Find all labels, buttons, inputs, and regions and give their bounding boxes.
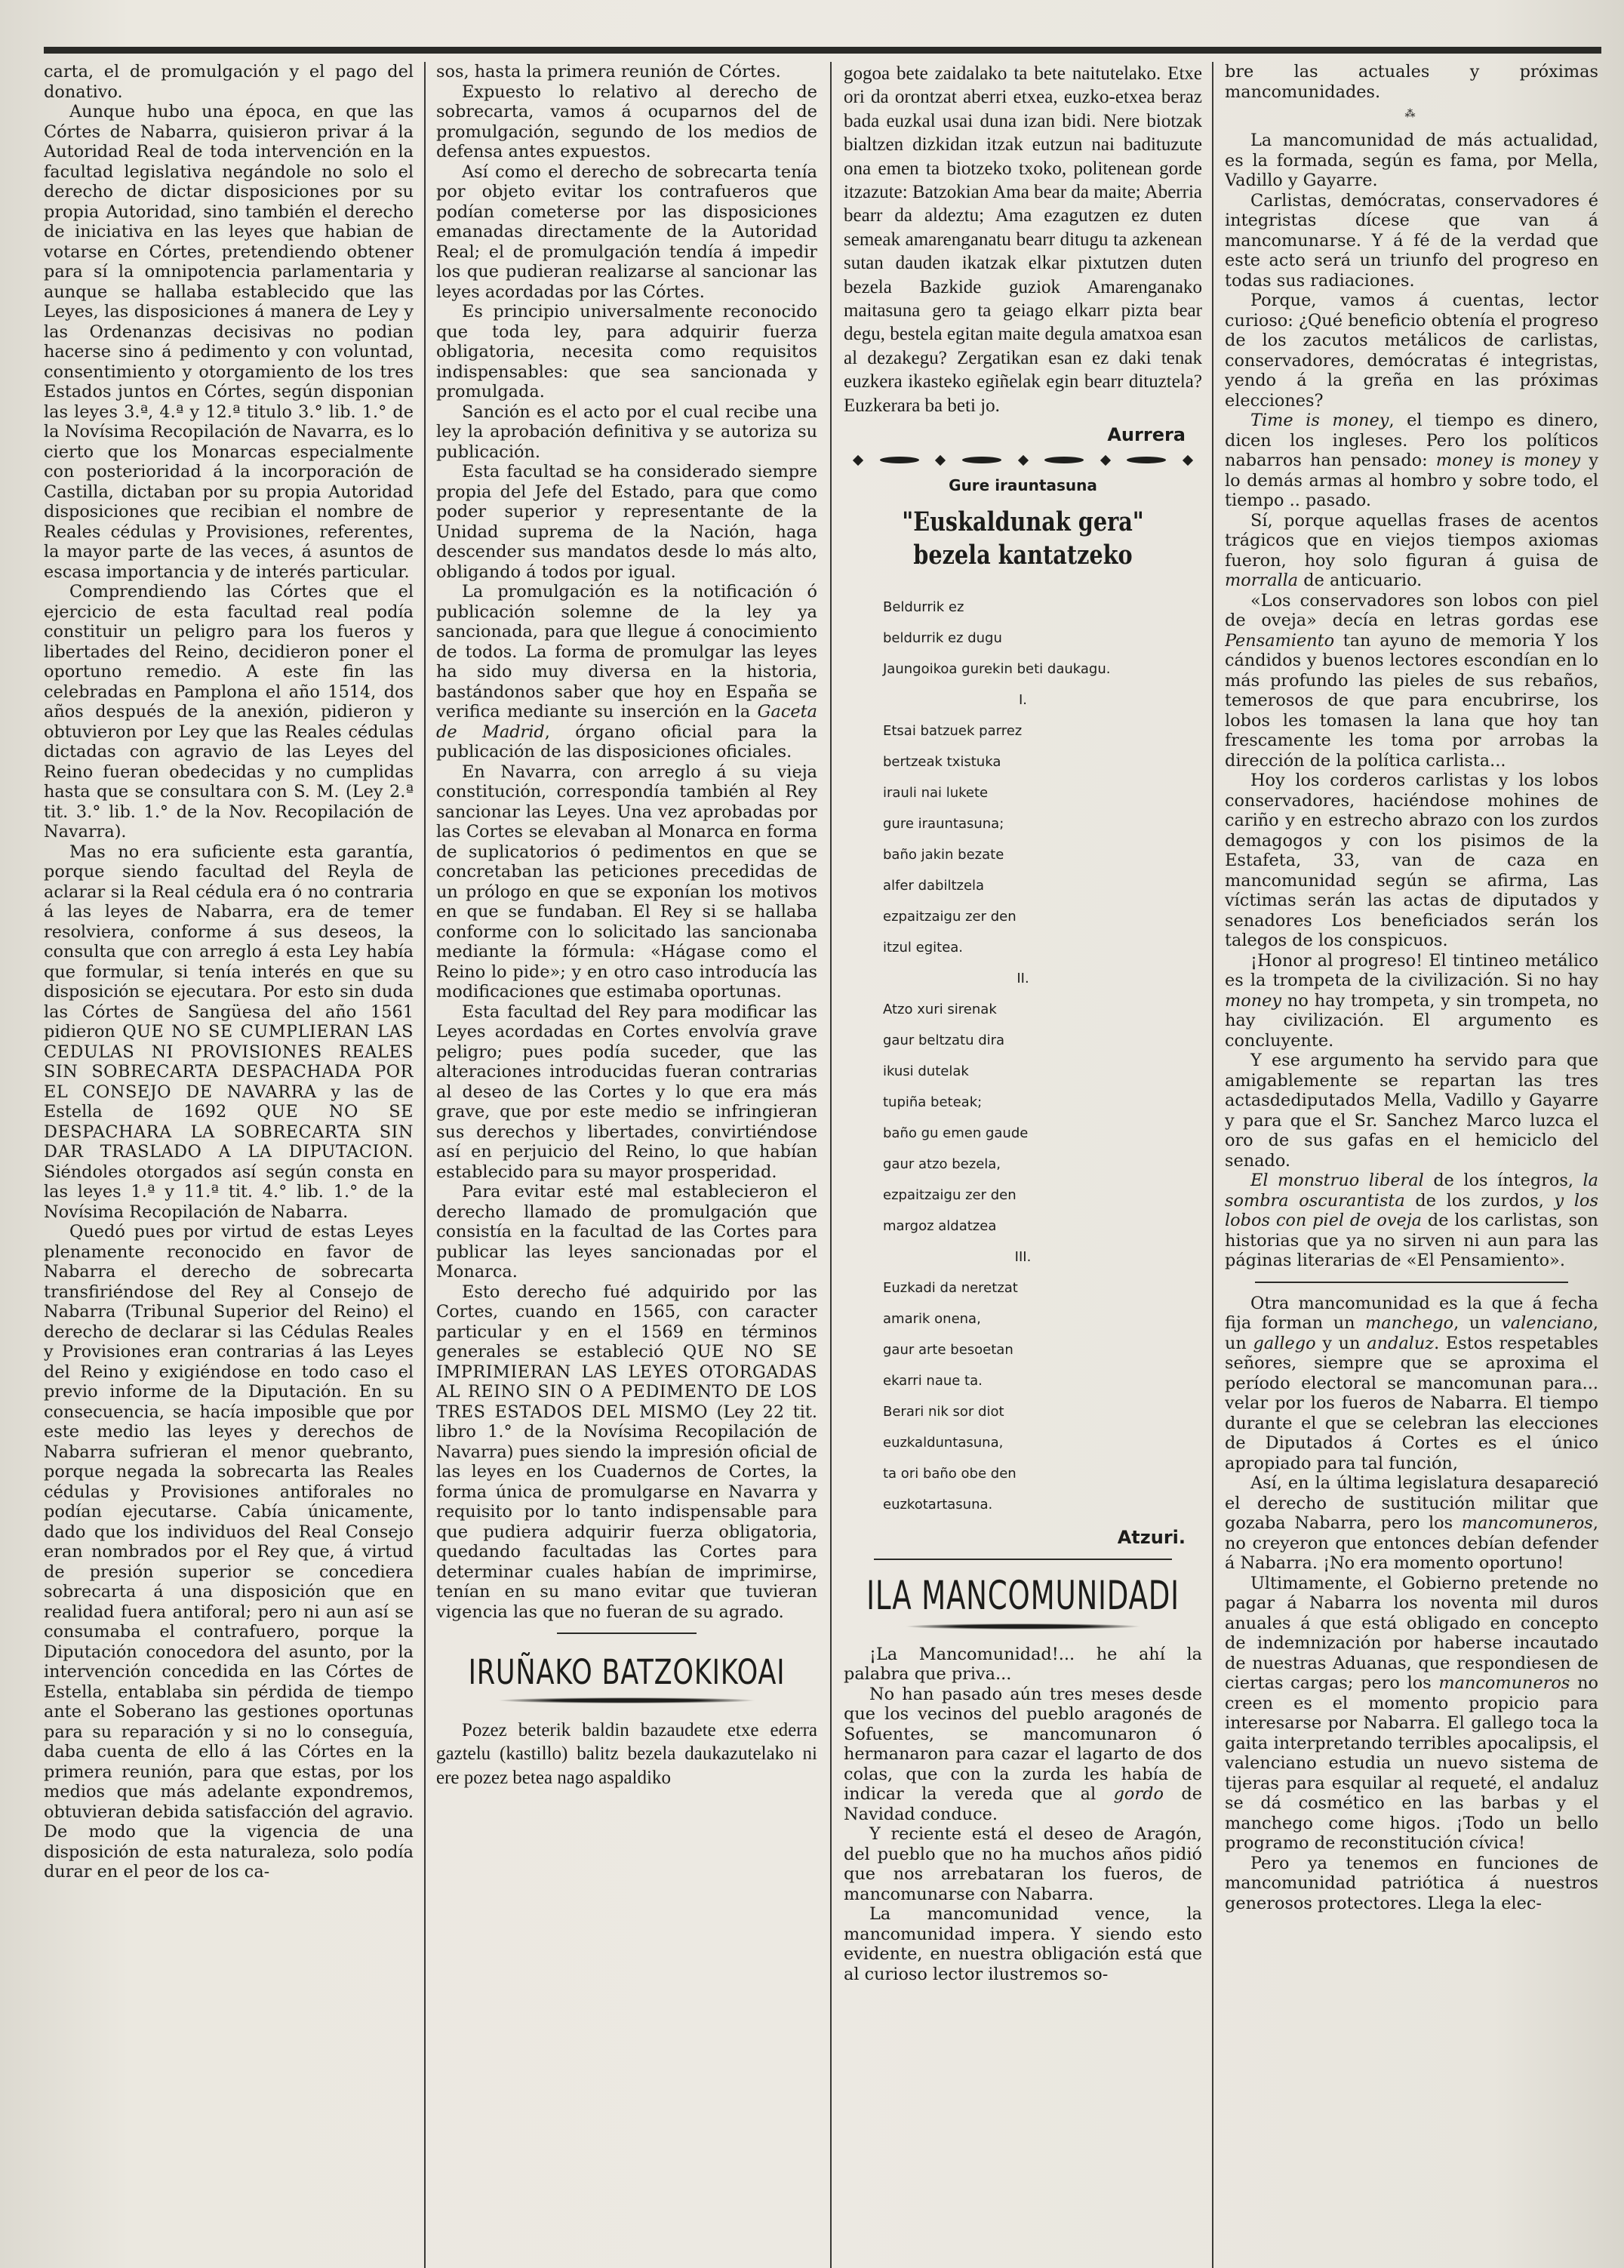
paragraph [1225, 1294, 1598, 1474]
paragraph: Expuesto lo relativo al derecho de sobrecarta, vamos á ocuparnos del de promulgación, segundo de los medios de defensa antes expuestos. [436, 82, 817, 162]
poem-line: Etsai batzuek parrez [883, 723, 1023, 740]
poem-line: Berari nik sor diot [883, 1404, 1004, 1420]
diamond-ornament-icon [1100, 455, 1111, 466]
text-run: No han pasado aún tres meses desde que los vecinos del pueblo aragonés de Sofuentes, se mancomunaron ó hermanaron para cazar el lagarto de dos colas, que con la zurda les había de indicar la vereda que al [844, 1684, 1202, 1805]
text-run: de los íntegros, [1433, 1171, 1573, 1190]
italic-run: mancomuneros [1461, 1513, 1593, 1533]
paragraph [1225, 411, 1598, 511]
italic-run: money is money [1435, 451, 1581, 470]
text-run: Ultimamente, el Gobierno pretende no pagar á Nabarra los noventa mil duros anuales á que está obligado en concepto de indemnización por haberse incautado de nuestras Aduanas, que respondiesen de ciertas cargas; pero los [1225, 1573, 1598, 1693]
italic-run: manchego [1365, 1313, 1454, 1333]
paragraph: Quedó pues por virtud de estas Leyes plenamente reconocido en favor de Nabarra el derecho de sobrecarta transfiriéndose del Rey al Consejo de Nabarra (Tribunal Superior del Reino) el derecho de declarar si las Cédulas Reales y Provisiones eran contrarias á las Leyes del Reino y exigiéndose en todo caso el previo informe de la Diputación. En su consecuencia, se hacía imposible que por este medio las leyes y derechos de Nabarra sufrieran el menor quebranto, porque negada la sobrecarta las Reales cédulas y Provisiones antiforales no podían ejecutarse. Cabía únicamente, dado que los individuos del Real Consejo eran nombrados por el Rey que, á virtud de presión superior se concediera sobrecarta á una disposición que en realidad fuera antiforal; pero ni aun así se consumaba el contrafuero, porque la Diputación conocedora del asunto, por la intervención concedida en las Córtes de Estella, entablaba sin pérdida de tiempo ante el Soberano las gestiones oportunas para su reparación y si no lo conseguía, daba cuenta de ello á las Córtes en la primera reunión, para que estas, por los medios que más adelante expondremos, obtuvieran debida satisfacción del agravio. De modo que la vigencia de una disposición de esta naturaleza, solo podía durar en el peor de los ca- [44, 1222, 414, 1882]
top-rule [44, 47, 1601, 54]
dash-ornament [962, 457, 1001, 463]
poem-line: gaur atzo bezela, [883, 1156, 1001, 1173]
poem-line: itzul egitea. [883, 940, 964, 956]
paragraph: Pozez beterik baldin bazaudete etxe ederra gaztelu (kastillo) balitz bezela daukazutelako ni ere pozez betea nago aspaldiko [436, 1720, 817, 1788]
paragraph: Carlistas, demócratas, conservadores é integristas dícese que van á mancomunarse. Y á fé de la verdad que este acto será un triunfo del progreso en todas sus radiaciones. [1225, 190, 1598, 291]
paragraph [844, 1685, 1202, 1825]
diamond-ornament-icon [1183, 455, 1193, 466]
poem-line: margoz aldatzea [883, 1218, 997, 1235]
italic-run: Gaceta de Madrid [436, 702, 817, 742]
paragraph: Esta facultad del Rey para modificar las Leyes acordadas en Cortes envolvía grave peligro; pues podía suceder, que las alteraciones introducidas fueran contrarias al deseo de las Cortes y lo que era más grave, que por este medio se infringieran sus derechos y libertades, convirtiéndose así en perjuicio del Reino, lo que habían establecido para su mayor prosperidad. [436, 1002, 817, 1182]
text-run: . Estos respetables señores, siempre que se aproxima el período electoral se mancomunan para... velar por los fueros de Nabarra. El tiempo durante el que se celebran las elecciones de Diputados á Cortes es el único apropiado para tal función, [1225, 1333, 1598, 1473]
italic-run: morralla [1225, 571, 1299, 590]
column-2 [436, 62, 817, 2268]
divider [1255, 1282, 1568, 1283]
text-run: Otra mancomunidad es la que á fecha fija forman un [1225, 1293, 1598, 1333]
poem-line: ikusi dutelak [883, 1063, 969, 1080]
paragraph [1225, 1574, 1598, 1854]
dash-ornament [1044, 457, 1084, 463]
paragraph [436, 1282, 817, 1623]
caps-run: QUE NO SE DESPACHARA LA SOBRECARTA SIN DAR TRASLADO A LA DIPUTACION. [44, 1102, 414, 1162]
paragraph: Y reciente está el deseo de Aragón, del pueblo que no ha muchos años pidió que nos arrebataran los fueros, de mancomunarse con Nabarra. [844, 1824, 1202, 1904]
diamond-ornament-icon [935, 455, 946, 466]
text-run: , el tiempo es dinero, dicen los ingleses. Pero los políticos nabarros han pensado: [1225, 411, 1598, 470]
italic-run: mancomuneros [1438, 1673, 1570, 1693]
text-run: y las de Estella de 1692 [44, 1082, 414, 1122]
paragraph: Sanción es el acto por el cual recibe una ley la aprobación definitiva y se autoriza su publicación. [436, 402, 817, 462]
column-rule [424, 62, 426, 2268]
asterism-icon: ⁂ [1404, 108, 1419, 120]
caps-run: QUE NO SE CUMPLIERAN LAS CEDULAS NI PROVISIONES REALES SIN SOBRECARTA DESPACHADA POR EL CONSEJO DE NAVARRA [44, 1022, 414, 1102]
caps-run: QUE NO SE IMPRIMIERAN LAS LEYES OTORGADAS AL REINO SIN O A PEDIMENTO DE LOS TRES ESTADOS DEL MISMO [436, 1342, 817, 1422]
stanza-number: III. [1014, 1249, 1032, 1266]
poem-line: euzkotartasuna. [883, 1497, 993, 1513]
columns [44, 62, 1601, 2268]
text-run: Así, en la última legislatura desapareció el derecho de sustitución militar que gozaba Nabarra, pero los [1225, 1473, 1598, 1533]
column-1 [44, 62, 414, 2268]
column-rule [1212, 62, 1213, 2268]
column-3 [844, 62, 1202, 2268]
poem-line: baño jakin bezate [883, 847, 1004, 863]
italic-run: valenciano [1501, 1313, 1593, 1333]
paragraph: Comprendiendo las Córtes que el ejercicio de esta facultad real podía constituir un peligro para los fueros y libertades del Reino, decidieron poner el oportuno remedio. A este fin las celebradas en Pamplona el año 1514, dos años después de la anexión, pidieron y obtuvieron por Ley que las Reales cédulas dictadas con agravio de las Leyes del Reino fueran obedecidas y no cumplidas hasta que se consultara con S. M. (Ley 2.ª tit. 3.° lib. 1.° de la Nov. Recopilación de Navarra). [44, 582, 414, 842]
poem-line: irauli nai lukete [883, 785, 989, 802]
divider [874, 1559, 1172, 1560]
paragraph: Así como el derecho de sobrecarta tenía por objeto evitar los contrafueros que podían cometerse por las disposiciones emanadas directamente de la Autoridad Real; el de promulgación tendía á impedir los que pudieran realizarse al sancionar las leyes acordadas por las Córtes. [436, 162, 817, 302]
paragraph [1225, 1473, 1598, 1574]
signature: Atzuri. [1117, 1527, 1186, 1549]
poem-line: bertzeak txistuka [883, 754, 1001, 771]
poem-line: Euzkadi da neretzat [883, 1280, 1018, 1297]
text-run: de los zurdos, [1415, 1190, 1544, 1211]
text-run: Sí, porque aquellas frases de acentos trágicos que en viejos tiempos axiomas fueron, hoy solo figuran á guisa de [1225, 510, 1598, 571]
dash-ornament [880, 457, 919, 463]
paragraph [1225, 511, 1598, 591]
text-run: de los carlistas, son historias que ya no sirven ni aun para las páginas literarias de «El Pensamiento». [1225, 1211, 1598, 1270]
italic-run: gordo [1113, 1784, 1164, 1805]
paragraph: Porque, vamos á cuentas, lector curioso: ¿Qué beneficio obtenía el progreso de los zacutos metálicos de carlistas, conservadores, demócratas é integristas, yendo á la greña en las próximas elecciones? [1225, 291, 1598, 411]
text-run: La promulgación es la notificación ó publicación solemne de la ley ya sancionada, para que llegue á conocimiento de todos. La forma de promulgar las leyes ha sido muy diversa en la historia, bastándonos saber que hoy en España se verifica mediante su inserción en la [436, 582, 817, 722]
diamond-ornament-icon [853, 455, 863, 466]
poem-title-line: "Euskaldunak gera" [902, 506, 1144, 538]
text-run: «Los conservadores son lobos con piel de oveja» decía en letras gordas ese [1225, 590, 1598, 630]
poem-line: gaur arte besoetan [883, 1342, 1013, 1359]
paragraph: bre las actuales y próximas mancomunidades. [1225, 62, 1598, 102]
poem-line: ta ori baño obe den [883, 1466, 1017, 1482]
ornament-separator [854, 453, 1192, 468]
divider [557, 1633, 697, 1634]
ornament-rule [904, 1623, 1142, 1629]
paragraph [44, 842, 414, 1223]
text-run: (Ley 22 tit. libro 1.° de la Novísima Recopilación de Navarra) pues siendo la impresión oficial de las leyes en los Cuadernos de Cortes, la forma única de promulgarse en Navarra y requisito por lo tanto indispensable para que pudiera adquirir fuerza obligatoria, quedando facultadas las Cortes para determinar cuales habían de imprimirse, tenían en su mano evitar que tuvieran vigencia las que no fueran de su agrado. [436, 1402, 817, 1622]
poem-line: Atzo xuri sirenak [883, 1002, 997, 1018]
paragraph: sos, hasta la primera reunión de Córtes. [436, 62, 781, 82]
paragraph: La mancomunidad vence, la mancomunidad impera. Y siendo esto evidente, en nuestra obligación está que al curioso lector ilustremos so- [844, 1904, 1202, 1984]
text-run: de anticuario. [1303, 571, 1423, 590]
paragraph: ¡La Mancomunidad!... he ahí la palabra que priva... [844, 1644, 1202, 1685]
dash-ornament [1127, 457, 1166, 463]
text-run: de Navidad conduce. [844, 1784, 1202, 1824]
text-run: y lo demás armas al hombro y sobre todo, el tiempo .. pasado. [1225, 451, 1598, 510]
column-rule [830, 62, 832, 2268]
poem-line: beldurrik ez dugu [883, 630, 1002, 647]
poem-line: gaur beltzatu dira [883, 1032, 1005, 1049]
text-run: Esto derecho fué adquirido por las Cortes, cuando en 1565, con caracter particular y en el 1569 en términos generales se estableció [436, 1282, 817, 1362]
text-run: Siéndoles otorgados así según consta en las leyes 1.ª y 11.ª tit. 4.° lib. 1.° de la Novísima Recopilación de Nabarra. [44, 1162, 414, 1222]
poem-line: Beldurrik ez [883, 599, 964, 616]
italic-run: y los lobos con piel de oveja [1225, 1190, 1598, 1230]
column-4 [1225, 62, 1598, 2268]
text-run: , un [1453, 1313, 1491, 1333]
paragraph: Para evitar esté mal establecieron el derecho llamado de promulgación que consistía en la facultad de las Cortes para publicar las leyes sancionadas por el Monarca. [436, 1182, 817, 1282]
poem-title [876, 506, 1170, 572]
paragraph: gogoa bete zaidalako ta bete naitutelako. Etxe ori da orontzat aberri etxea, euzko-etxea beraz bada euzkal usai duna izan bidi. Nere biotzak bialtzen dizkidan itzak eutzun nai badituzute ona emen ta biotzeko txoko, politenean gorde itzazute: Batzokian Ama bear da maite; Aberria bearr da aldeztu; Ama ezagutzen ez duten semeak amarenganatu bearr ditugu ta azkenean sutan dauden ikatzak elkar pixtutzen duten bezela Bazkide guziok Amarenganako maitasuna gero ta geiago elkarr pizta bear degu, bestela egitan maite degula amatxoa esan al dezakegu? Zergatikan esan ez daki tenak euzkera ikasteko egiñelak egin bearr dituztela? Euzkerara ba beti jo. [844, 63, 1202, 416]
signature: Aurrera [1107, 424, 1186, 446]
italic-run: andaluz [1367, 1333, 1435, 1353]
article-headline: IRUÑAKO BATZOKIKOAI [468, 1652, 786, 1692]
poem-line: alfer dabiltzela [883, 878, 985, 894]
text-run: , no creyeron que entonces debían defender á Nabarra. ¡No era momento oportuno! [1225, 1513, 1598, 1573]
stanza-number: II. [1017, 971, 1029, 987]
text-run: , un [1225, 1313, 1598, 1353]
poem-line: euzkalduntasuna, [883, 1435, 1004, 1451]
paragraph [1225, 1171, 1598, 1271]
poem-line: Jaungoikoa gurekin beti daukagu. [883, 661, 1111, 678]
italic-run: money [1225, 990, 1282, 1011]
text-run: ¡Honor al progreso! El tintineo metálico es la trompeta de la civilización. Si no hay [1225, 950, 1598, 990]
paragraph: Y ese argumento ha servido para que amigablemente se repartan las tres actasdediputados Mella, Vadillo y Gayarre y para que el Sr. Sanchez Marco luzca el oro de sus gafas en el hemiciclo del senado. [1225, 1051, 1598, 1171]
section-kicker: Gure irauntasuna [949, 475, 1097, 494]
paragraph: Aunque hubo una época, en que las Córtes de Nabarra, quisieron privar á la Autoridad Real de toda intervención en la facultad legislativa negándole no solo el derecho de dictar disposiciones por su propia Autoridad, sino también el derecho de iniciativa en las leyes que habian de votarse en Córtes, pretendiendo obtener para sí la omnipotencia parlamentaria y aunque se hallaba establecido que las Leyes, las disposiciones á manera de Ley y las Ordenanzas decisivas no podian hacerse sino á pedimento y con voluntad, consentimiento y otorgamiento de los tres Estados juntos en Córtes, según disponian las leyes 3.ª, 4.ª y 12.ª titulo 3.° lib. 1.° de la Novísima Recopilación de Navarra, es lo cierto que los Monarcas especialmente con posterioridad á la incorporación de Castilla, dictaban por su propia Autoridad disposiciones que recibian el nombre de Reales cédulas y Provisiones, referentes, la mayor parte de las veces, á asuntos de escasa importancia y de interés particular. [44, 102, 414, 582]
diamond-ornament-icon [1017, 455, 1028, 466]
article-headline: ILA MANCOMUNIDADI [866, 1572, 1180, 1619]
paragraph: Hoy los corderos carlistas y los lobos conservadores, haciéndose mohines de cariño y en estrecho abrazo con los zurdos demagogos y con los pisimos de la Estafeta, 33, van de caza en mancomunidad según se afirma, Las víctimas serán las actas de diputados y senadores Los beneficiados serán los talegos de los conspicuos. [1225, 771, 1598, 950]
paragraph [436, 582, 817, 762]
paragraph: Esta facultad se ha considerado siempre propia del Jefe del Estado, para que como poder superior y representante de la Unidad suprema de la Nación, haga descender sus mandatos desde lo más alto, obligando á todos por igual. [436, 462, 817, 582]
poem-line: baño gu emen gaude [883, 1125, 1029, 1142]
paragraph: carta, el de promulgación y el pago del donativo. [44, 62, 414, 102]
poem-title-line: bezela kantatzeko [913, 540, 1133, 571]
italic-run: Time is money [1250, 411, 1389, 430]
paragraph: Pero ya tenemos en funciones de mancomunidad patriótica á nuestros generosos protectores. Llega la elec- [1225, 1853, 1598, 1913]
italic-run: la sombra oscurantista [1225, 1171, 1598, 1211]
paragraph: La mancomunidad de más actualidad, es la formada, según es fama, por Mella, Vadillo y Gayarre. [1225, 131, 1598, 190]
italic-run: El monstruo liberal [1250, 1171, 1424, 1190]
text-run: tan ayuno de memoria Y los cándidos y buenos lectores escondían en lo más profundo las pieles de sus rebaños, temerosos de que para encubrirse, los lobos les tomasen la lana que hoy tan frescamente les toma por arrobas la dirección de la política carlista... [1225, 630, 1598, 771]
paragraph [1225, 591, 1598, 771]
poem-line: tupiña beteak; [883, 1094, 983, 1111]
italic-run: Pensamiento [1225, 630, 1335, 651]
poem-line: gure irauntasuna; [883, 816, 1004, 832]
paragraph: En Navarra, con arreglo á su vieja constitución, correspondía también al Rey sancionar las Leyes. Una vez aprobadas por las Cortes se elevaban al Monarca en forma de suplicatorios ó pedimentos en que se concretaban las peticiones precedidas de un prólogo en que se exponían los motivos en que se fundaban. El Rey si se hallaba conforme con lo solicitado las sancionaba mediante la fórmula: «Hágase como el Reino lo pide»; y en otro caso introducía las modificaciones que estimaba oportunas. [436, 762, 817, 1002]
poem-line: ekarri naue ta. [883, 1373, 983, 1389]
paragraph: Es principio universalmente reconocido que toda ley, para adquirir fuerza obligatoria, necesita como requisitos indispensables: que sea sancionada y promulgada. [436, 302, 817, 402]
ornament-rule [497, 1697, 757, 1703]
poem-line: amarik onena, [883, 1311, 981, 1328]
text-run: Mas no era suficiente esta garantía, porque siendo facultad del Reyla de aclarar si la Real cédula era ó no contraria á las leyes de Nabarra, era de temer resolviera, conforme á sus deseos, la consulta que con arreglo á esta Ley había que formular, si tenía interés en que su disposición se ejecutara. Por esto sin duda las Córtes de Sangüesa del año 1561 pidieron [44, 842, 414, 1042]
paragraph [1225, 951, 1598, 1051]
poem-line: ezpaitzaigu zer den [883, 1187, 1017, 1204]
text-run: , órgano oficial para la publicación de las disposiciones oficiales. [436, 722, 817, 762]
text-run: no creen es el momento propicio para interesarse por Nabarra. El gallego toca la gaita interpretando terribles apocalipsis, el valenciano estudia un nuevo sistema de tijeras para esquilar al requeté, el andaluz se dá cosmético en las barbas y el manchego come higos. ¡Todo un bello programo de reconstitución cívica! [1225, 1673, 1598, 1853]
italic-run: gallego [1253, 1333, 1316, 1353]
stanza-number: I. [1018, 692, 1028, 709]
text-run: no hay trompeta, y sin trompeta, no hay civilización. El argumento es concluyente. [1225, 990, 1598, 1051]
text-run: y un [1322, 1333, 1361, 1353]
poem-line: ezpaitzaigu zer den [883, 909, 1017, 925]
poem [844, 592, 1202, 1520]
